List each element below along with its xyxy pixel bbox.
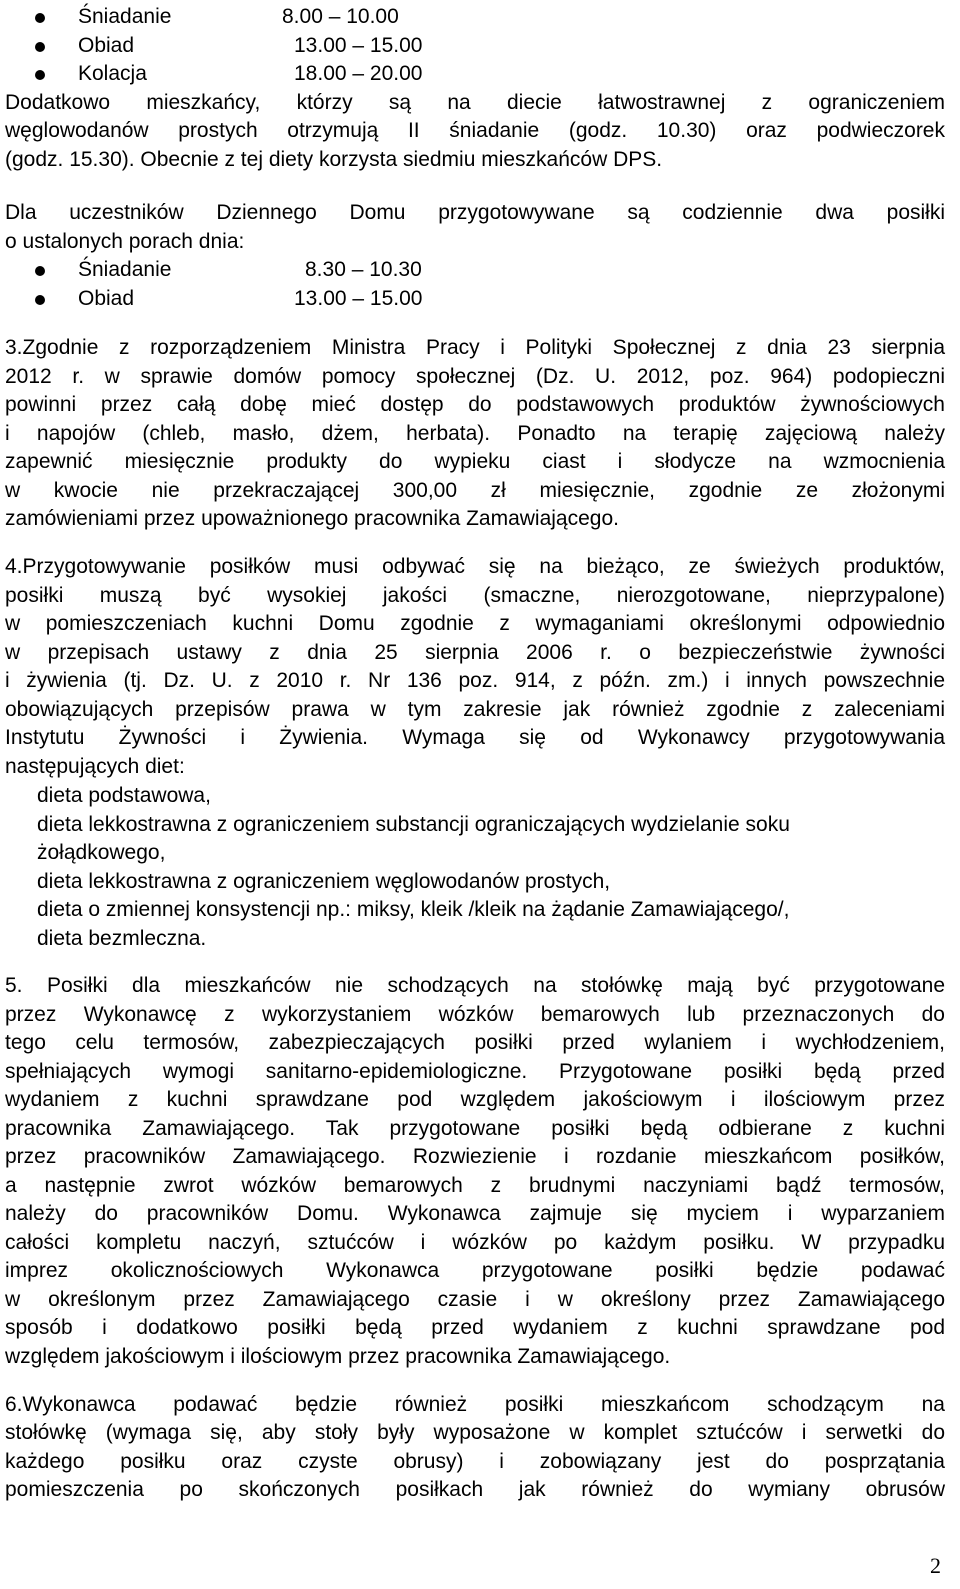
text-line: 6.Wykonawca podawać będzie również posiłki mieszkańcom schodzącym na [5, 1393, 945, 1416]
text-line: 3.Zgodnie z rozporządzeniem Ministra Pracy i Polityki Społecznej z dnia 23 sierpnia [5, 336, 945, 359]
text-line: węglowodanów prostych otrzymują II śniadanie (godz. 10.30) oraz podwieczorek [5, 119, 945, 142]
diet-item: żołądkowego, [37, 841, 166, 864]
text-line: Dla uczestników Dziennego Domu przygotowywane są codziennie dwa posiłki [5, 201, 945, 224]
bullet-icon [35, 13, 45, 23]
bullet-icon [35, 295, 45, 305]
text-line: Instytutu Żywności i Żywienia. Wymaga się od Wykonawcy przygotowywania [5, 726, 945, 749]
bullet-icon [35, 42, 45, 52]
page-number: 2 [930, 1553, 941, 1578]
text-line: względem jakościowym i ilościowym przez pracownika Zamawiającego. [5, 1345, 671, 1368]
meal-name: Obiad [78, 34, 135, 57]
bullet-icon [35, 70, 45, 80]
meal-name: Śniadanie [78, 5, 172, 28]
text-line: 2012 r. w sprawie domów pomocy społecznej (Dz. U. 2012, poz. 964) podopieczni [5, 365, 945, 388]
text-line: wydaniem z kuchni sprawdzane pod względem jakościowym i ilościowym przez [5, 1088, 945, 1111]
text-line: w pomieszczeniach kuchni Domu zgodnie z wymaganiami określonymi odpowiednio [5, 612, 945, 635]
text-line: spełniających wymogi sanitarno-epidemiologiczne. Przygotowane posiłki będą przed [5, 1060, 945, 1083]
text-line: 5. Posiłki dla mieszkańców nie schodzących na stołówkę mają być przygotowane [5, 974, 945, 997]
text-line: powinni przez całą dobę mieć dostęp do podstawowych produktów żywnościowych [5, 393, 945, 416]
text-line: obowiązujących przepisów prawa w tym zakresie jak również zgodnie z zaleceniami [5, 698, 945, 721]
text-line: w przepisach ustawy z dnia 25 sierpnia 2006 r. o bezpieczeństwie żywności [5, 641, 945, 664]
text-line: zamówieniami przez upoważnionego pracownika Zamawiającego. [5, 507, 619, 530]
text-line: 4.Przygotowywanie posiłków musi odbywać się na bieżąco, ze świeżych produktów, [5, 555, 945, 578]
meal-time: 8.30 – 10.30 [305, 258, 422, 281]
meal-time: 13.00 – 15.00 [294, 287, 423, 310]
text-line: a następnie zwrot wózków bemarowych z brudnymi naczyniami bądź termosów, [5, 1174, 945, 1197]
diet-item: dieta lekkostrawna z ograniczeniem węglowodanów prostych, [37, 870, 611, 893]
meal-name: Śniadanie [78, 258, 172, 281]
meal-time: 8.00 – 10.00 [282, 5, 399, 28]
diet-item: dieta bezmleczna. [37, 927, 207, 950]
text-line: pracownika Zamawiającego. Tak przygotowane posiłki będą odbierane z kuchni [5, 1117, 945, 1140]
text-line: (godz. 15.30). Obecnie z tej diety korzysta siedmiu mieszkańców DPS. [5, 148, 663, 171]
diet-item: dieta o zmiennej konsystencji np.: miksy, kleik /kleik na żądanie Zamawiającego/, [37, 898, 790, 921]
text-line: sposób i dodatkowo posiłki będą przed wydaniem z kuchni sprawdzane pod [5, 1316, 945, 1339]
text-line: stołówkę (wymaga się, aby stoły były wyposażone w komplet sztućców i serwetki do [5, 1421, 945, 1444]
text-line: całości kompletu naczyń, sztućców i wózków po każdym posiłku. W przypadku [5, 1231, 945, 1254]
text-line: następujących diet: [5, 755, 185, 778]
text-line: w kwocie nie przekraczającej 300,00 zł miesięcznie, zgodnie ze złożonymi [5, 479, 945, 502]
text-line: imprez okolicznościowych Wykonawca przygotowane posiłki będzie podawać [5, 1259, 945, 1282]
text-line: o ustalonych porach dnia: [5, 230, 245, 253]
diet-item: dieta podstawowa, [37, 784, 211, 807]
text-line: w określonym przez Zamawiającego czasie i w określony przez Zamawiającego [5, 1288, 945, 1311]
text-line: tego celu termosów, zabezpieczających posiłki przed wylaniem i wychłodzeniem, [5, 1031, 945, 1054]
meal-time: 13.00 – 15.00 [294, 34, 423, 57]
text-line: i żywienia (tj. Dz. U. z 2010 r. Nr 136 poz. 914, z późn. zm.) i innych powszechnie [5, 669, 945, 692]
text-line: każdego posiłku oraz czyste obrusy) i zobowiązany jest do posprzątania [5, 1450, 945, 1473]
meal-name: Obiad [78, 287, 135, 310]
text-line: i napojów (chleb, masło, dżem, herbata). Ponadto na terapię zajęciową należy [5, 422, 945, 445]
meal-time: 18.00 – 20.00 [294, 62, 423, 85]
diet-item: dieta lekkostrawna z ograniczeniem substancji ograniczających wydzielanie soku [37, 813, 790, 836]
text-line: zapewnić miesięcznie produkty do wypieku ciast i słodycze na wzmocnienia [5, 450, 945, 473]
text-line: należy do pracowników Domu. Wykonawca zajmuje się myciem i wyparzaniem [5, 1202, 945, 1225]
text-line: przez pracowników Zamawiającego. Rozwiezienie i rozdanie mieszkańcom posiłków, [5, 1145, 945, 1168]
bullet-icon [35, 266, 45, 276]
text-line: posiłki muszą być wysokiej jakości (smaczne, nierozgotowane, nieprzypalone) [5, 584, 945, 607]
meal-name: Kolacja [78, 62, 147, 85]
text-line: pomieszczenia po skończonych posiłkach jak również do wymiany obrusów [5, 1478, 945, 1501]
text-line: Dodatkowo mieszkańcy, którzy są na diecie łatwostrawnej z ograniczeniem [5, 91, 945, 114]
text-line: przez Wykonawcę z wykorzystaniem wózków bemarowych lub przeznaczonych do [5, 1003, 945, 1026]
